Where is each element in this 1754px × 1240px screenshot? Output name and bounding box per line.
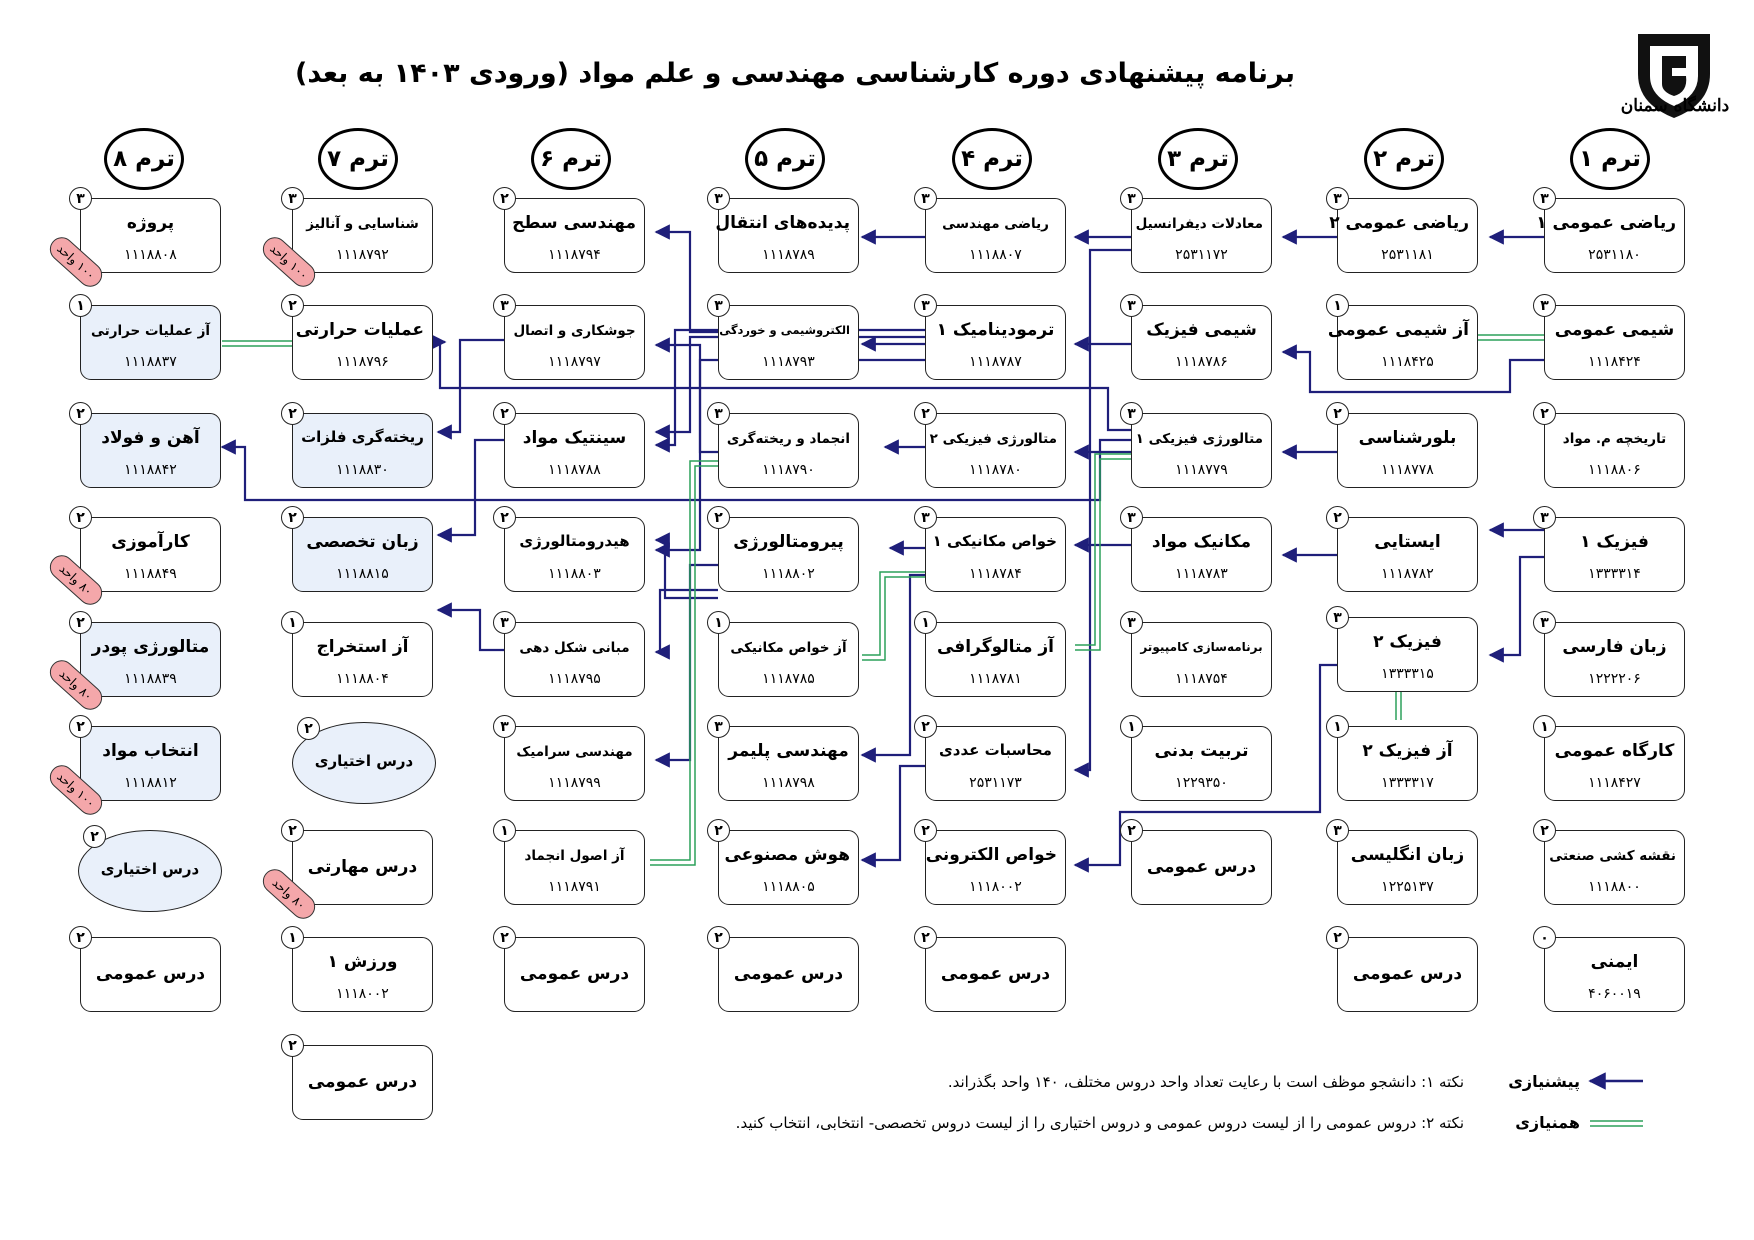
unit-badge: ۱	[1326, 294, 1349, 317]
unit-badge: ۳	[493, 611, 516, 634]
term-6-header: ترم ۶	[531, 128, 611, 190]
unit-badge: ۲	[914, 926, 937, 949]
course-box	[921, 718, 1066, 801]
course-name: درس اختیاری	[314, 752, 414, 770]
course-code: ۲۵۳۱۱۷۲	[1175, 247, 1228, 263]
unit-badge: ۳	[1533, 294, 1556, 317]
course-box	[500, 822, 645, 905]
unit-badge: ۳	[493, 715, 516, 738]
course-name: آهن و فولاد	[101, 428, 200, 448]
unit-badge: ۳	[1120, 187, 1143, 210]
unit-badge: ۲	[281, 506, 304, 529]
course-name: ریاضی مهندسی	[942, 216, 1049, 232]
course-box	[714, 405, 859, 488]
course-box	[714, 822, 859, 905]
unit-badge: ۰	[1533, 926, 1556, 949]
unit-badge: ۱	[1326, 715, 1349, 738]
term-7-header: ترم ۷	[318, 128, 398, 190]
unit-badge: ۲	[69, 715, 92, 738]
course-name: نقشه کشی صنعتی	[1549, 848, 1676, 864]
course-name: تربیت بدنی	[1154, 741, 1249, 761]
unit-badge: ۲	[69, 611, 92, 634]
unit-requirement-badge: ۸۰ واحد	[258, 864, 320, 923]
course-code: ۱۱۱۸۷۸۱	[969, 671, 1022, 687]
course-code: ۱۳۳۳۳۱۴	[1588, 566, 1641, 582]
term-3-header: ترم ۳	[1158, 128, 1238, 190]
course-box	[292, 722, 436, 804]
unit-badge: ۱	[493, 819, 516, 842]
course-code: ۱۱۱۸۸۳۰	[336, 462, 389, 478]
unit-badge: ۲	[914, 402, 937, 425]
unit-badge: ۳	[1120, 294, 1143, 317]
course-code: ۲۵۳۱۱۸۱	[1381, 247, 1434, 263]
course-code: ۱۱۱۸۷۹۲	[336, 247, 389, 263]
unit-requirement-badge: ۸۰ واحد	[45, 550, 107, 609]
course-name: کارآموزی	[111, 532, 190, 552]
course-code: ۱۲۲۵۱۳۷	[1381, 879, 1434, 895]
course-box	[921, 509, 1066, 592]
course-name: درس عمومی	[940, 964, 1051, 984]
course-name: فیزیک ۱	[1580, 532, 1649, 552]
course-box	[921, 405, 1066, 488]
course-code: ۱۱۱۸۴۲۵	[1381, 354, 1434, 370]
unit-badge: ۲	[914, 819, 937, 842]
course-box	[1536, 190, 1685, 273]
course-code: ۴۰۶۰۰۱۹	[1588, 986, 1641, 1002]
course-box	[76, 509, 221, 592]
course-box	[500, 718, 645, 801]
course-name: زبان انگلیسی	[1350, 845, 1465, 865]
legend-prerequisite-label: پیشنیازی	[1508, 1072, 1580, 1091]
unit-badge: ۲	[1120, 819, 1143, 842]
course-box	[1333, 718, 1478, 801]
course-box	[1333, 405, 1478, 488]
course-code: ۱۱۱۸۸۰۶	[1588, 462, 1641, 478]
unit-badge: ۳	[707, 294, 730, 317]
course-box	[1540, 509, 1685, 592]
course-box	[288, 405, 433, 488]
course-name: تاریخچه م. مواد	[1562, 431, 1667, 447]
course-name: خواص الکترونی	[925, 845, 1057, 865]
unit-badge: ۳	[914, 506, 937, 529]
unit-badge: ۲	[69, 402, 92, 425]
course-box	[1127, 509, 1272, 592]
course-code: ۱۱۱۸۷۸۷	[969, 354, 1022, 370]
course-box	[288, 190, 433, 273]
unit-badge: ۲	[297, 717, 320, 740]
course-box	[1333, 929, 1478, 1012]
course-box	[1540, 822, 1685, 905]
course-code: ۱۱۱۸۸۰۷	[969, 247, 1022, 263]
course-name: درس عمومی	[307, 1072, 418, 1092]
unit-badge: ۲	[69, 926, 92, 949]
course-name: انجماد و ریخته‌گری	[726, 431, 850, 447]
course-name: آز عملیات حرارتی	[91, 323, 210, 339]
unit-badge: ۳	[281, 187, 304, 210]
course-code: ۱۱۱۸۷۸۳	[1175, 566, 1228, 582]
course-name: درس اختیاری	[100, 860, 200, 878]
course-name: ریاضی عمومی ۱	[1536, 213, 1676, 233]
course-box	[1329, 190, 1478, 273]
course-name: عملیات حرارتی	[295, 320, 424, 340]
course-code: ۱۱۱۸۷۸۰	[969, 462, 1022, 478]
course-name: شیمی فیزیک	[1146, 320, 1257, 340]
unit-badge: ۲	[281, 294, 304, 317]
course-name: ورزش ۱	[327, 952, 398, 972]
course-box	[714, 509, 859, 592]
course-name: مهندسی پلیمر	[728, 741, 849, 761]
course-box	[288, 614, 433, 697]
course-box	[76, 297, 221, 380]
course-name: پیرومتالورژی	[733, 532, 844, 552]
course-name: جوشکاری و اتصال	[513, 323, 636, 339]
course-name: ریاضی عمومی ۲	[1329, 213, 1469, 233]
course-name: انتخاب مواد	[102, 741, 199, 761]
unit-badge: ۲	[1533, 819, 1556, 842]
course-box	[714, 297, 859, 380]
course-box	[1127, 718, 1272, 801]
course-name: درس عمومی	[519, 964, 630, 984]
term-4-header: ترم ۴	[952, 128, 1032, 190]
unit-badge: ۲	[914, 715, 937, 738]
course-box	[1127, 297, 1272, 380]
course-name: مکانیک مواد	[1151, 532, 1252, 552]
course-code: ۱۱۱۸۷۹۸	[762, 775, 815, 791]
unit-badge: ۲	[707, 926, 730, 949]
unit-badge: ۱	[707, 611, 730, 634]
course-box	[921, 929, 1066, 1012]
course-name: آز متالوگرافی	[936, 637, 1055, 657]
course-name: مهندسی سطح	[512, 213, 636, 233]
course-code: ۱۲۲۲۲۰۶	[1588, 671, 1641, 687]
legend-corequisite-label: همنیازی	[1515, 1113, 1580, 1132]
course-name: پروژه	[126, 213, 175, 233]
course-box	[288, 509, 433, 592]
course-code: ۱۱۱۸۷۸۵	[762, 671, 815, 687]
course-box	[1333, 822, 1478, 905]
course-box	[288, 1037, 433, 1120]
course-code: ۱۱۱۸۸۴۲	[124, 462, 177, 478]
note-1: نکته ۱: دانشجو موظف است با رعایت تعداد واحد دروس مختلف، ۱۴۰ واحد بگذراند.	[947, 1073, 1464, 1091]
unit-badge: ۲	[1326, 506, 1349, 529]
course-box	[288, 929, 433, 1012]
course-box	[76, 405, 221, 488]
course-code: ۱۱۱۸۸۳۹	[124, 671, 177, 687]
course-code: ۱۱۱۸۸۰۸	[124, 247, 177, 263]
course-name: محاسبات عددی	[939, 741, 1052, 759]
unit-requirement-badge: ۱۰۰ واحد	[45, 232, 107, 291]
course-name: پدیده‌های انتقال	[715, 213, 850, 233]
unit-badge: ۲	[281, 819, 304, 842]
course-box	[921, 614, 1066, 697]
course-box	[1333, 509, 1478, 592]
course-box	[1127, 190, 1272, 273]
course-name: ریخته‌گری فلزات	[301, 428, 424, 446]
course-box	[76, 929, 221, 1012]
course-name: فیزیک ۲	[1373, 632, 1442, 652]
course-box	[78, 830, 222, 912]
course-code: ۱۱۱۸۷۹۹	[548, 775, 601, 791]
course-code: ۱۱۱۸۷۹۴	[548, 247, 601, 263]
course-box	[921, 190, 1066, 273]
course-name: متالورژی فیزیکی ۱	[1135, 431, 1263, 447]
course-box	[921, 822, 1066, 905]
course-name: درس عمومی	[1352, 964, 1463, 984]
course-code: ۱۱۱۸۷۹۶	[336, 354, 389, 370]
unit-badge: ۱	[69, 294, 92, 317]
course-box	[1127, 614, 1272, 697]
logo-caption: دانشگاه سمنان	[1620, 96, 1730, 116]
course-box	[1127, 822, 1272, 905]
course-code: ۱۱۱۸۴۲۴	[1588, 354, 1641, 370]
unit-badge: ۲	[69, 506, 92, 529]
term-5-header: ترم ۵	[745, 128, 825, 190]
unit-badge: ۲	[707, 506, 730, 529]
course-code: ۱۱۱۸۰۰۲	[336, 986, 389, 1002]
unit-requirement-badge: ۱۰۰ واحد	[45, 760, 107, 819]
course-code: ۲۵۳۱۱۸۰	[1588, 247, 1641, 263]
unit-requirement-badge: ۸۰ واحد	[45, 655, 107, 714]
unit-badge: ۳	[1120, 402, 1143, 425]
unit-badge: ۲	[1326, 926, 1349, 949]
course-box	[1540, 614, 1685, 697]
course-box	[921, 297, 1066, 380]
course-name: زبان تخصصی	[306, 532, 419, 552]
unit-badge: ۲	[493, 402, 516, 425]
course-name: آز فیزیک ۲	[1362, 741, 1453, 761]
course-box	[1333, 609, 1478, 692]
course-name: هوش مصنوعی	[724, 845, 850, 865]
page-title: برنامه پیشنهادی دوره کارشناسی مهندسی و علم مواد (ورودی ۱۴۰۳ به بعد)	[294, 58, 1296, 89]
unit-badge: ۳	[707, 187, 730, 210]
unit-badge: ۱	[1533, 715, 1556, 738]
course-code: ۱۳۳۳۳۱۵	[1381, 666, 1434, 682]
unit-badge: ۳	[1120, 611, 1143, 634]
course-code: ۱۱۱۸۸۰۵	[762, 879, 815, 895]
unit-badge: ۲	[493, 187, 516, 210]
course-code: ۱۱۱۸۷۹۷	[548, 354, 601, 370]
course-code: ۱۱۱۸۷۸۶	[1175, 354, 1228, 370]
course-code: ۱۱۱۸۷۷۹	[1175, 462, 1228, 478]
course-code: ۲۵۳۱۱۷۳	[969, 775, 1022, 791]
course-box	[1540, 929, 1685, 1012]
unit-badge: ۲	[493, 926, 516, 949]
unit-badge: ۳	[69, 187, 92, 210]
course-code: ۱۱۱۸۰۰۲	[969, 879, 1022, 895]
course-box	[500, 929, 645, 1012]
course-code: ۱۱۱۸۷۹۰	[762, 462, 815, 478]
course-code: ۱۱۱۸۸۱۲	[124, 775, 177, 791]
course-name: شناسایی و آنالیز	[306, 216, 419, 232]
course-name: آز خواص مکانیکی	[730, 640, 847, 656]
course-box	[76, 614, 221, 697]
course-box	[500, 405, 645, 488]
course-name: معادلات دیفرانسیل	[1135, 216, 1263, 232]
course-name: مبانی شکل دهی	[519, 640, 630, 656]
course-name: شیمی عمومی	[1554, 320, 1675, 340]
unit-badge: ۳	[493, 294, 516, 317]
course-code: ۱۱۱۸۷۷۸	[1381, 462, 1434, 478]
unit-badge: ۳	[1326, 187, 1349, 210]
unit-badge: ۲	[281, 402, 304, 425]
course-box	[288, 297, 433, 380]
course-code: ۱۱۱۸۸۰۰	[1588, 879, 1641, 895]
course-box	[1540, 405, 1685, 488]
course-code: ۱۱۱۸۸۰۴	[336, 671, 389, 687]
term-1-header: ترم ۱	[1570, 128, 1650, 190]
unit-badge: ۲	[1533, 402, 1556, 425]
unit-badge: ۱	[914, 611, 937, 634]
unit-badge: ۲	[1326, 402, 1349, 425]
unit-badge: ۲	[493, 506, 516, 529]
course-name: الکتروشیمی و خوردگی	[719, 323, 850, 337]
unit-badge: ۱	[281, 611, 304, 634]
course-box	[500, 509, 645, 592]
course-name: خواص مکانیکی ۱	[932, 532, 1057, 550]
course-name: متالورژی فیزیکی ۲	[929, 431, 1057, 447]
course-code: ۱۱۱۸۸۳۷	[124, 354, 177, 370]
course-name: درس مهارتی	[307, 857, 418, 877]
course-name: آز اصول انجماد	[524, 848, 625, 864]
course-name: درس عمومی	[1146, 857, 1257, 877]
course-code: ۱۱۱۸۴۲۷	[1588, 775, 1641, 791]
course-code: ۱۳۳۳۳۱۷	[1381, 775, 1434, 791]
course-name: ترمودینامیک ۱	[936, 320, 1055, 340]
course-name: هیدرومتالورژی	[519, 532, 630, 550]
course-code: ۱۲۲۹۳۵۰	[1175, 775, 1228, 791]
unit-badge: ۳	[1533, 506, 1556, 529]
course-code: ۱۱۱۸۷۸۲	[1381, 566, 1434, 582]
course-box	[1540, 718, 1685, 801]
unit-badge: ۳	[707, 715, 730, 738]
course-code: ۱۱۱۸۸۰۳	[548, 566, 601, 582]
course-code: ۱۱۱۸۸۰۲	[762, 566, 815, 582]
unit-badge: ۲	[707, 819, 730, 842]
course-code: ۱۱۱۸۷۹۵	[548, 671, 601, 687]
course-box	[1540, 297, 1685, 380]
term-2-header: ترم ۲	[1364, 128, 1444, 190]
course-code: ۱۱۱۸۷۸۴	[969, 566, 1022, 582]
course-name: بلورشناسی	[1358, 428, 1457, 448]
course-box	[714, 190, 859, 273]
unit-badge: ۳	[1533, 611, 1556, 634]
course-code: ۱۱۱۸۷۹۱	[548, 879, 601, 895]
note-2: نکته ۲: دروس عمومی را از لیست دروس عمومی و دروس اختیاری را از لیست دروس تخصصی- انتخابی، انتخاب کنید.	[735, 1114, 1464, 1132]
course-name: برنامه‌سازی کامپیوتر	[1140, 640, 1263, 654]
course-code: ۱۱۱۸۷۸۸	[548, 462, 601, 478]
unit-badge: ۲	[281, 1034, 304, 1057]
course-name: کارگاه عمومی	[1554, 741, 1675, 761]
course-name: آز استخراج	[316, 637, 409, 657]
course-name: آز شیمی عمومی	[1327, 320, 1469, 340]
unit-badge: ۳	[1120, 506, 1143, 529]
unit-badge: ۳	[707, 402, 730, 425]
course-name: ایمنی	[1590, 952, 1639, 972]
course-box	[714, 718, 859, 801]
course-name: متالورژی پودر	[91, 637, 210, 657]
course-name: درس عمومی	[95, 964, 206, 984]
unit-badge: ۳	[1533, 187, 1556, 210]
course-name: مهندسی سرامیک	[516, 744, 633, 760]
course-box	[76, 190, 221, 273]
course-box	[714, 929, 859, 1012]
course-box	[500, 190, 645, 273]
course-code: ۱۱۱۸۷۸۹	[762, 247, 815, 263]
term-8-header: ترم ۸	[104, 128, 184, 190]
unit-badge: ۲	[83, 825, 106, 848]
course-name: سینتیک مواد	[522, 428, 627, 448]
course-code: ۱۱۱۸۸۱۵	[336, 566, 389, 582]
unit-badge: ۳	[1326, 819, 1349, 842]
course-box	[76, 718, 221, 801]
unit-requirement-badge: ۱۰۰ واحد	[258, 232, 320, 291]
course-name: ایستایی	[1374, 532, 1441, 552]
course-name: درس عمومی	[733, 964, 844, 984]
unit-badge: ۳	[914, 187, 937, 210]
unit-badge: ۳	[1326, 606, 1349, 629]
course-code: ۱۱۱۸۸۴۹	[124, 566, 177, 582]
course-box	[1327, 297, 1478, 380]
course-box	[500, 614, 645, 697]
course-name: زبان فارسی	[1562, 637, 1667, 657]
course-box	[714, 614, 859, 697]
course-code: ۱۱۱۸۷۵۴	[1175, 671, 1228, 687]
course-code: ۱۱۱۸۷۹۳	[762, 354, 815, 370]
unit-badge: ۳	[914, 294, 937, 317]
course-box	[288, 822, 433, 905]
course-box	[1127, 405, 1272, 488]
course-box	[500, 297, 645, 380]
unit-badge: ۱	[1120, 715, 1143, 738]
unit-badge: ۱	[281, 926, 304, 949]
